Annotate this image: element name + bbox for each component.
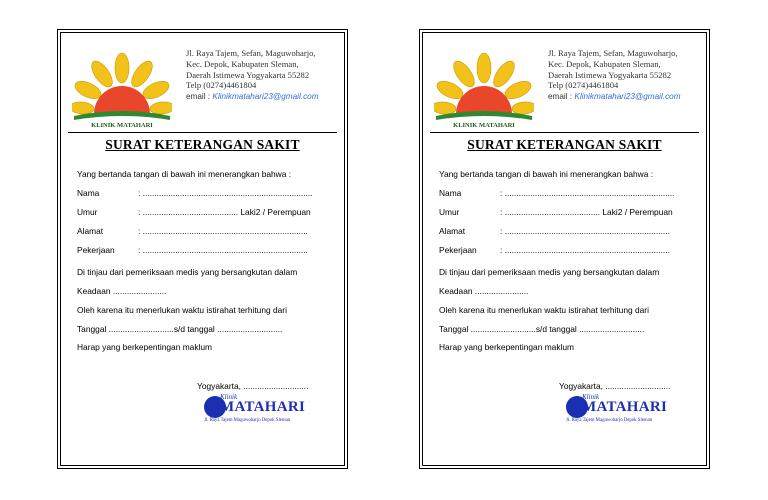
sun-logo-icon: [72, 50, 172, 132]
field-alamat: [439, 226, 670, 236]
field-nama: [439, 188, 675, 198]
field-value: : .........................................................................: [138, 188, 313, 198]
field-pekerjaan: [77, 245, 308, 255]
email-label: email :: [548, 92, 575, 102]
field-value: : .......................................................................: [500, 226, 670, 236]
field-value: : .......................................................................: [138, 226, 308, 236]
clinic-stamp: [566, 392, 676, 426]
field-label: Nama: [439, 188, 462, 198]
field-value: : .......................................................................: [500, 245, 670, 255]
certificate-card-left: [57, 29, 348, 469]
stamp-brand: MATAHARI: [220, 399, 306, 415]
body-line-4: Tanggal ............................s/d tanggal ............................: [439, 324, 645, 334]
field-label: Umur: [439, 207, 460, 217]
body-line-5: Harap yang berkepentingan maklum: [439, 342, 575, 352]
body-line-3: Oleh karena itu menerlukan waktu istirahat terhitung dari: [439, 305, 649, 315]
address-line-3: Daerah Istimewa Yogyakarta 55282: [186, 69, 310, 80]
field-umur: [439, 207, 673, 217]
field-label: Nama: [77, 188, 100, 198]
clinic-stamp: [204, 392, 314, 426]
field-value: : .......................................................................: [138, 245, 308, 255]
stamp-address: Jl. Raya Tajem Maguwoharjo Depok Sleman: [204, 418, 291, 423]
body-line-1: Di tinjau dari pemeriksaan medis yang bersangkutan dalam: [439, 267, 660, 277]
stamp-address: Jl. Raya Tajem Maguwoharjo Depok Sleman: [566, 418, 653, 423]
address-line-2: Kec. Depok, Kabupaten Sleman,: [186, 58, 299, 69]
email-link[interactable]: Klinikmatahari23@gmail.com: [212, 92, 319, 102]
body-line-2: Keadaan .......................: [77, 286, 167, 296]
address-line-1: Jl. Raya Tajem, Sefan, Maguwoharjo,: [548, 48, 678, 58]
address-line-3: Daerah Istimewa Yogyakarta 55282: [548, 69, 672, 80]
body-line-1: Di tinjau dari pemeriksaan medis yang bersangkutan dalam: [77, 267, 298, 277]
body-line-4: Tanggal ............................s/d tanggal ............................: [77, 324, 283, 334]
clinic-address: [186, 48, 346, 103]
email-label: email :: [186, 92, 213, 102]
phone: Telp (0274)4461804: [548, 80, 619, 91]
sign-place-date: Yogyakarta, ............................: [559, 381, 671, 391]
field-label: Pekerjaan: [77, 245, 115, 255]
header-divider: [430, 132, 699, 133]
field-pekerjaan: [439, 245, 670, 255]
field-umur: [77, 207, 311, 217]
stamp-klinik: Klinik: [220, 393, 238, 401]
document-title: SURAT KETERANGAN SAKIT: [467, 137, 662, 152]
clinic-address: [548, 48, 708, 103]
field-label: Pekerjaan: [439, 245, 477, 255]
field-label: Umur: [77, 207, 98, 217]
certificate-card-right: [419, 29, 710, 469]
stamp-brand: MATAHARI: [582, 399, 668, 415]
field-value: : .........................................................................: [500, 188, 675, 198]
field-label: Alamat: [77, 226, 104, 236]
sun-logo-icon: [434, 50, 534, 132]
address-line-1: Jl. Raya Tajem, Sefan, Maguwoharjo,: [186, 48, 316, 58]
field-nama: [77, 188, 313, 198]
field-alamat: [77, 226, 308, 236]
address-line-2: Kec. Depok, Kabupaten Sleman,: [548, 58, 661, 69]
body-line-3: Oleh karena itu menerlukan waktu istirahat terhitung dari: [77, 305, 287, 315]
intro-text: Yang bertanda tangan di bawah ini menerangkan bahwa :: [439, 169, 654, 179]
body-line-5: Harap yang berkepentingan maklum: [77, 342, 213, 352]
field-label: Alamat: [439, 226, 466, 236]
document-title: SURAT KETERANGAN SAKIT: [105, 137, 300, 152]
intro-text: Yang bertanda tangan di bawah ini menerangkan bahwa :: [77, 169, 292, 179]
phone: Telp (0274)4461804: [186, 80, 257, 91]
stamp-klinik: Klinik: [582, 393, 600, 401]
body-line-2: Keadaan .......................: [439, 286, 529, 296]
email-link[interactable]: Klinikmatahari23@gmail.com: [574, 92, 681, 102]
field-value: : ......................................... Laki2 / Perempuan: [500, 207, 673, 217]
header-divider: [68, 132, 337, 133]
logo-text: KLINIK MATAHARI: [91, 122, 153, 129]
sign-place-date: Yogyakarta, ............................: [197, 381, 309, 391]
field-value: : ......................................... Laki2 / Perempuan: [138, 207, 311, 217]
logo-text: KLINIK MATAHARI: [453, 122, 515, 129]
